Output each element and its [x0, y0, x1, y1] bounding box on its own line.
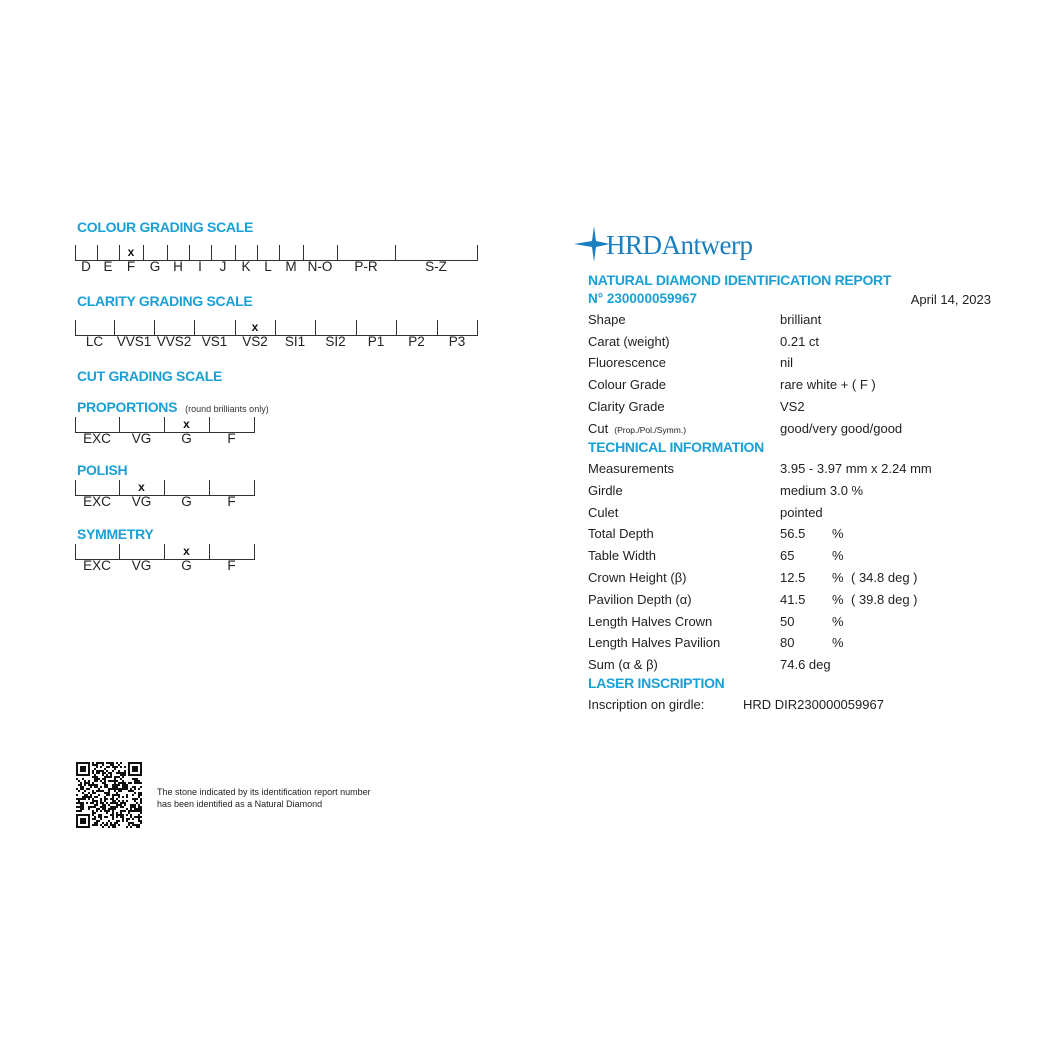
- proportions-title: [77, 399, 269, 415]
- laser-title: LASER INSCRIPTION: [588, 675, 725, 691]
- report-row-value: 65: [780, 548, 795, 564]
- report-row-key: Carat (weight): [588, 333, 670, 349]
- report-row-value: 80: [780, 635, 795, 651]
- scale-label: G: [181, 558, 192, 573]
- scale-label: LC: [85, 334, 104, 349]
- scale-label: J: [219, 259, 227, 274]
- scale-tick: [235, 245, 236, 261]
- brand-logo: HRDAntwerp: [606, 230, 753, 260]
- scale-label: VS1: [201, 334, 228, 349]
- report-title: NATURAL DIAMOND IDENTIFICATION REPORT: [588, 272, 892, 288]
- qr-caption: The stone indicated by its identification report number has been identified as a Natural Diamond: [157, 787, 371, 809]
- report-row-key: Colour Grade: [588, 377, 667, 393]
- scale-label: VVS2: [156, 334, 192, 349]
- report-row-unit: %: [832, 613, 844, 629]
- scale-tick: [337, 245, 338, 261]
- cut-scale-title: CUT GRADING SCALE: [77, 368, 223, 384]
- selected-grade-mark: x: [127, 245, 135, 259]
- laser-key: Inscription on girdle:: [588, 697, 705, 712]
- scale-tick: [254, 544, 255, 560]
- scale-tick: [75, 417, 76, 433]
- scale-tick: [356, 320, 357, 336]
- report-row-key: Crown Height (β): [588, 570, 687, 585]
- scale-tick: [211, 245, 212, 261]
- selected-grade-mark: x: [251, 320, 259, 334]
- report-row-unit: %: [832, 526, 844, 542]
- proportions-note: (round brilliants only): [185, 404, 269, 414]
- scale-tick: [437, 320, 438, 336]
- scale-tick: [209, 544, 210, 560]
- scale-tick: [119, 417, 120, 433]
- colour-scale-title: COLOUR GRADING SCALE: [77, 219, 254, 235]
- scale-tick: [119, 480, 120, 496]
- scale-tick: [275, 320, 276, 336]
- scale-label: G: [181, 494, 192, 509]
- scale-tick: [119, 245, 120, 261]
- report-row-value: 50: [780, 613, 795, 629]
- report-row-value: medium 3.0 %: [780, 482, 864, 498]
- scale-tick: [75, 480, 76, 496]
- scale-tick: [75, 320, 76, 336]
- scale-tick: [396, 320, 397, 336]
- report-row-value: 12.5: [780, 570, 806, 585]
- scale-tick: [303, 245, 304, 261]
- scale-label: P3: [448, 334, 466, 349]
- scale-label: F: [126, 259, 136, 274]
- scale-label: SI1: [284, 334, 306, 349]
- scale-tick: [154, 320, 155, 336]
- report-row-key: Table Width: [588, 548, 656, 564]
- scale-tick: [164, 480, 165, 496]
- scale-label: S-Z: [425, 259, 447, 274]
- symmetry-scale: [75, 543, 255, 573]
- scale-label: VG: [131, 558, 152, 573]
- report-row-unit: %: [832, 591, 844, 607]
- report-row-value: 3.95 - 3.97 mm x 2.24 mm: [780, 461, 932, 476]
- technical-title: TECHNICAL INFORMATION: [588, 439, 764, 455]
- report-row-extra: ( 39.8 deg ): [851, 591, 918, 607]
- selected-grade-mark: x: [183, 417, 190, 431]
- report-row-key: Pavilion Depth (α): [588, 591, 692, 607]
- report-row-key: Length Halves Crown: [588, 613, 713, 629]
- scale-label: EXC: [83, 494, 111, 509]
- scale-label: G: [149, 259, 161, 274]
- scale-tick: [477, 320, 478, 336]
- report-row-unit: %: [832, 635, 844, 651]
- report-row-value: VS2: [780, 398, 805, 414]
- report-row-value: brilliant: [780, 312, 822, 327]
- report-row-key: Cut (Prop./Pol./Symm.): [588, 420, 687, 436]
- report-row-key: Sum (α & β): [588, 657, 658, 673]
- report-row-key: Clarity Grade: [588, 398, 665, 414]
- report-row-key: Shape: [588, 312, 626, 327]
- laser-value: HRD DIR230000059967: [743, 697, 884, 712]
- scale-baseline: [75, 260, 477, 261]
- report-row-unit: %: [832, 548, 844, 564]
- report-row-key: Length Halves Pavilion: [588, 635, 721, 651]
- scale-label: VG: [131, 494, 152, 509]
- qr-code[interactable]: [76, 762, 142, 828]
- report-row-extra: ( 34.8 deg ): [851, 570, 918, 585]
- report-row-value: 41.5: [780, 591, 806, 607]
- scale-tick: [167, 245, 168, 261]
- scale-tick: [119, 544, 120, 560]
- scale-label: EXC: [83, 431, 111, 446]
- scale-label: I: [198, 259, 202, 274]
- report-row-value: 0.21 ct: [780, 333, 820, 349]
- scale-label: F: [227, 494, 236, 509]
- scale-label: H: [173, 259, 183, 274]
- scale-tick: [477, 245, 478, 261]
- report-row-key: Total Depth: [588, 526, 654, 542]
- scale-label: VG: [131, 431, 152, 446]
- selected-grade-mark: x: [138, 480, 145, 494]
- report-row-value: nil: [780, 355, 794, 371]
- scale-label: K: [241, 259, 251, 274]
- scale-label: P-R: [354, 259, 378, 274]
- colour-grading-scale: [75, 244, 479, 274]
- scale-label: P1: [367, 334, 385, 349]
- selected-grade-mark: x: [183, 544, 190, 558]
- report-row-key: Girdle: [588, 482, 623, 498]
- scale-label: M: [285, 259, 297, 274]
- scale-label: SI2: [325, 334, 346, 349]
- scale-label: L: [264, 259, 272, 274]
- scale-label: F: [227, 431, 236, 446]
- polish-scale: [75, 479, 255, 509]
- scale-label: EXC: [83, 558, 111, 573]
- report-date: April 14, 2023: [910, 292, 991, 307]
- scale-tick: [257, 245, 258, 261]
- scale-tick: [194, 320, 195, 336]
- report-row-value: 74.6 deg: [780, 657, 831, 673]
- clarity-scale-title: CLARITY GRADING SCALE: [77, 293, 253, 309]
- scale-label: G: [181, 431, 192, 446]
- scale-tick: [315, 320, 316, 336]
- scale-label: VS2: [242, 334, 268, 349]
- scale-tick: [114, 320, 115, 336]
- report-row-unit: %: [832, 570, 844, 585]
- scale-tick: [395, 245, 396, 261]
- scale-tick: [209, 417, 210, 433]
- scale-tick: [235, 320, 236, 336]
- scale-label: E: [103, 259, 113, 274]
- scale-tick: [97, 245, 98, 261]
- scale-label: F: [227, 558, 236, 573]
- proportions-scale: [75, 416, 255, 446]
- symmetry-title: SYMMETRY: [77, 526, 154, 542]
- scale-tick: [164, 544, 165, 560]
- scale-label: D: [81, 259, 91, 274]
- report-row-value: 56.5: [780, 526, 806, 542]
- report-row-value: rare white + ( F ): [780, 377, 876, 393]
- scale-tick: [254, 417, 255, 433]
- report-row-note: (Prop./Pol./Symm.): [614, 424, 687, 435]
- clarity-grading-scale: [75, 319, 479, 349]
- scale-tick: [75, 544, 76, 560]
- scale-tick: [164, 417, 165, 433]
- report-row-key: Measurements: [588, 461, 674, 476]
- report-row-value: pointed: [780, 504, 823, 520]
- report-number: N° 230000059967: [588, 291, 697, 306]
- report-row-key: Culet: [588, 504, 619, 520]
- scale-tick: [143, 245, 144, 261]
- scale-tick: [75, 245, 76, 261]
- polish-title: POLISH: [77, 462, 128, 478]
- scale-tick: [189, 245, 190, 261]
- scale-label: P2: [408, 334, 425, 349]
- scale-tick: [254, 480, 255, 496]
- proportions-label: PROPORTIONS: [77, 399, 178, 415]
- report-row-value: good/very good/good: [780, 420, 903, 436]
- scale-tick: [279, 245, 280, 261]
- scale-label: N-O: [307, 259, 333, 274]
- scale-label: VVS1: [116, 334, 152, 349]
- report-row-key: Fluorescence: [588, 355, 667, 371]
- scale-tick: [209, 480, 210, 496]
